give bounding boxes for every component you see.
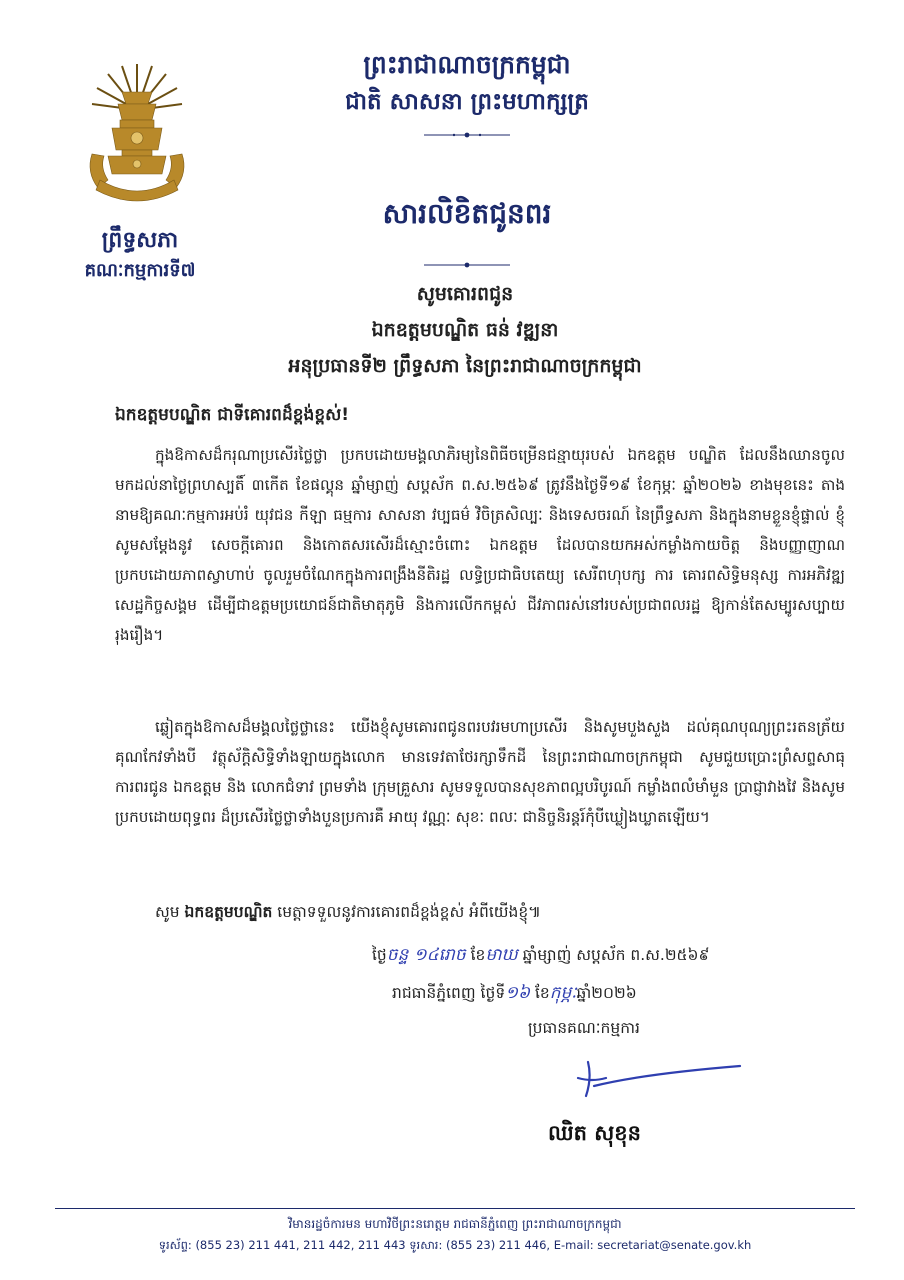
body-paragraph-2: ឆ្លៀតក្នុងឱកាសដ៏មង្គលថ្លៃថ្លានេះ យើងខ្ញុំសូមគោរពជូនពរបវរមហាប្រសើរ និងសូមបួងសួង ដល់គុណបុណ្យព្រះរតនត្រ័យ គុណកែវទាំងបី វត្ថុស័ក្តិសិទ្ធិទាំងឡាយក្នុងលោក មានទេវតាថែរក្សាទឹកដី នៃព្រះរាជាណាចក្រកម្ពុជា សូមជួយប្រោះព្រំសព្ទសាធុការពរជូន ឯកឧត្តម និង លោកជំទាវ ព្រមទាំង ក្រុមគ្រួសារ សូមទទួលបានសុខភាពល្អបរិបូរណ៍ កម្លាំងពលំមាំមួន ប្រាជ្ញាវាងវៃ និងសូមប្រកបដោយពុទ្ធពរ ដ៏ប្រសើរថ្លៃថ្លាទាំងបួនប្រការគឺ អាយុ វណ្ណៈ សុខៈ ពលៈ ជានិច្ចនិរន្តរ៍កុំបីឃ្លៀងឃ្លាតឡើយ។ (115, 718, 845, 826)
place-prefix: រាជធានីភ្នំពេញ ថ្ងៃទី (392, 984, 506, 1002)
closing-line (155, 902, 845, 925)
header-ornament (424, 124, 510, 132)
closing-prefix: សូម (155, 903, 180, 921)
kingdom-title: ព្រះរាជាណាចក្រកម្ពុជា (363, 50, 571, 79)
handwritten-signature (572, 1056, 752, 1110)
footer-address: វិមានរដ្ឋចំការមន មហាវិថីព្រះនរោត្តម រាជធានីភ្នំពេញ ព្រះរាជាណាចក្រកម្ពុជា (288, 1217, 622, 1231)
footer-divider (55, 1208, 855, 1209)
addressee-greeting: សូមគោរពជូន (416, 283, 514, 305)
year: ឆ្នាំ២០២៦ (576, 984, 637, 1002)
title-ornament (424, 254, 510, 262)
closing-suffix: មេត្តាទទួលនូវការគោរពដ៏ខ្ពង់ខ្ពស់ អំពីយើងខ្ញុំ៕ (277, 903, 542, 921)
lunar-month-prefix: ខែ (470, 946, 486, 964)
lunar-day-handwritten: ចន្ទ ១៤រោច (386, 945, 466, 965)
month-handwritten: កុម្ភៈ (549, 983, 577, 1003)
month-prefix: ខែ (535, 984, 550, 1002)
lunar-date-line (372, 944, 872, 969)
addressee-title: អនុប្រធានទី២ ព្រឹទ្ធសភា នៃព្រះរាជាណាចក្រកម្ពុជា (288, 355, 642, 377)
footer-contact: ទូរស័ព្ទ: (855 23) 211 441, 211 442, 211 443 ទូរសារ: (855 23) 211 446, E-mail: secretariat@senate.gov.kh (158, 1238, 752, 1252)
committee-name: គណៈកម្មការទី៧ (84, 260, 196, 281)
senate-emblem (82, 62, 192, 212)
signatory-name: ឈិត សុខុន (548, 1121, 641, 1145)
closing-name: ឯកឧត្តមបណ្ឌិត (184, 903, 273, 921)
lunar-year: ឆ្នាំម្សាញ់ សប្តស័ក ព.ស.២៥៦៩ (522, 946, 710, 964)
document-title: សារលិខិតជូនពរ (382, 197, 552, 230)
solar-date-line (392, 982, 872, 1007)
addressee-name: ឯកឧត្តមបណ្ឌិត ធន់ វឌ្ឍនា (371, 319, 559, 341)
salutation: ឯកឧត្តមបណ្ឌិត ជាទីគោរពដ៏ខ្ពង់ខ្ពស់! (115, 405, 350, 425)
body-paragraph-1: ក្នុងឱកាសដ៏ករុណាប្រសើរថ្លៃថ្លា ប្រកបដោយមង្គលាភិរម្យនៃពិធីចម្រើនជន្មាយុរបស់ ឯកឧត្តម បណ្ឌិត ដែលនឹងឈានចូលមកដល់នាថ្ងៃព្រហស្បតិ៍ ៣កើត ខែផល្គុន ឆ្នាំម្សាញ់ សប្តស័ក ព.ស.២៥៦៩ ត្រូវនឹងថ្ងៃទី១៩ ខែកុម្ភៈ ឆ្នាំ២០២៦ ខាងមុខនេះ តាងនាមឱ្យគណៈកម្មការអប់រំ យុវជន កីឡា ធម្មការ សាសនា វប្បធម៌ វិចិត្រសិល្បៈ និងទេសចរណ៍ នៃព្រឹទ្ធសភា និងក្នុងនាមខ្លួនខ្ញុំផ្ទាល់ ខ្ញុំសូមសម្តែងនូវ សេចក្តីគោរព និងកោតសរសើរដ៏ស្មោះចំពោះ ឯកឧត្តម ដែលបានយកអស់កម្លាំងកាយចិត្ត និងបញ្ញាញាណ ប្រកបដោយភាពស្វាហាប់ ចូលរួមចំណែកក្នុងការពង្រឹងនីតិរដ្ឋ លទ្ធិប្រជាធិបតេយ្យ សេរីពហុបក្ស ការ គោរពសិទ្ធិមនុស្ស ការអភិវឌ្ឍសេដ្ឋកិច្ចសង្គម ដើម្បីជាឧត្តមប្រយោជន៍ជាតិមាតុភូមិ និងការលើកកម្ពស់ ជីវភាពរស់នៅរបស់ប្រជាពលរដ្ឋ ឱ្យកាន់តែសម្បូរសប្បាយរុងរឿង។ (115, 446, 845, 644)
signatory-position: ប្រធានគណៈកម្មការ (528, 1019, 640, 1037)
lunar-month-handwritten: មាឃ (485, 945, 518, 965)
lunar-day-prefix: ថ្ងៃ (372, 946, 387, 964)
day-handwritten: ១៦ (505, 983, 531, 1003)
org-name: ព្រឹទ្ធសភា (101, 228, 179, 253)
national-motto: ជាតិ សាសនា ព្រះមហាក្សត្រ (345, 89, 589, 115)
